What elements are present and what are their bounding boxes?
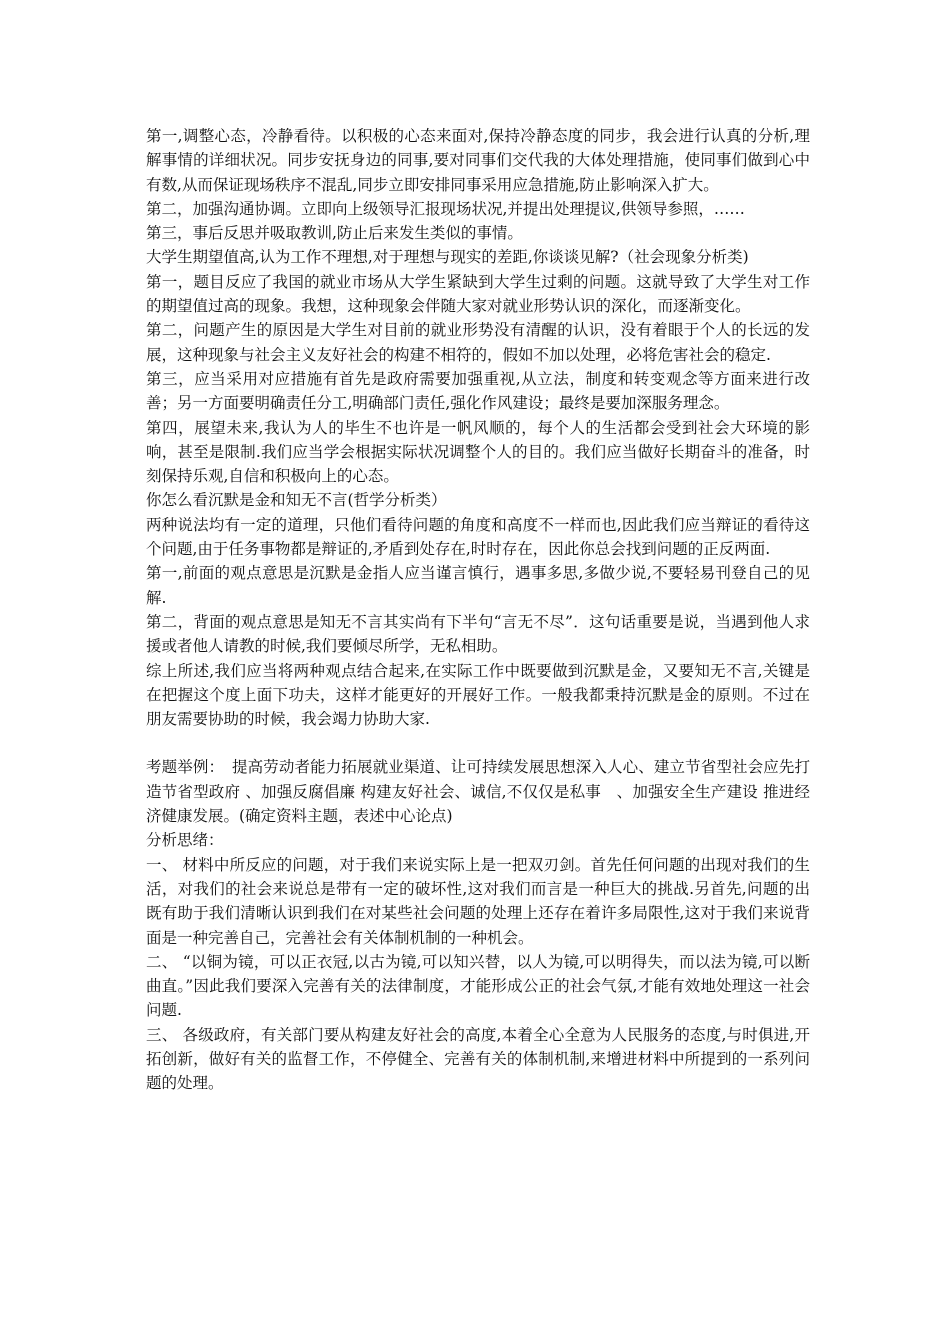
paragraph: 三、 各级政府，有关部门要从构建友好社会的高度,本着全心全意为人民服务的态度,与时俱进,开拓创新，做好有关的监督工作，不停健全、完善有关的体制机制,来增进材料中所提到的一系列问题的处理。 [146, 1025, 810, 1093]
section-gap [146, 731, 810, 755]
paragraph: 综上所述,我们应当将两种观点结合起来,在实际工作中既要做到沉默是金，又要知无不言,关键是在把握这个度上面下功夫，这样才能更好的开展好工作。一般我都秉持沉默是金的原则。不过在朋友需要协助的时候，我会竭力协助大家. [146, 661, 810, 729]
document-body [146, 124, 810, 1096]
question-heading: 你怎么看沉默是金和知无不言(哲学分析类） [146, 491, 447, 510]
paragraph: 第二，背面的观点意思是知无不言其实尚有下半句“言无不尽”．这句话重要是说，当遇到他人求援或者他人请教的时候,我们要倾尽所学，无私相助。 [146, 612, 810, 656]
example-paragraph: 考题举例： 提高劳动者能力拓展就业渠道、让可持续发展思想深入人心、建立节省型社会应先打造节省型政府 、加强反腐倡廉 构建友好社会、诚信,不仅仅是私事 、加强安全生产建设 推进经济健康发展。(确定资料主题，表述中心论点) [146, 758, 810, 826]
paragraph: 第二，问题产生的原因是大学生对目前的就业形势没有清醒的认识，没有着眼于个人的长远的发展，这种现象与社会主义友好社会的构建不相符的，假如不加以处理，必将危害社会的稳定. [146, 321, 810, 364]
paragraph: 第一,前面的观点意思是沉默是金指人应当谨言慎行，遇事多思,多做少说,不要轻易刊登自己的见解. [146, 564, 810, 607]
paragraph: 第三，应当采用对应措施有首先是政府需要加强重视,从立法，制度和转变观念等方面来进行改善；另一方面要明确责任分工,明确部门责任,强化作风建设；最终是要加深服务理念。 [146, 369, 810, 413]
paragraph: 第二，加强沟通协调。立即向上级领导汇报现场状况,并提出处理提议,供领导参照，…… [146, 199, 745, 218]
paragraph: 第三，事后反思并吸取教训,防止后来发生类似的事情。 [146, 224, 523, 243]
question-heading: 大学生期望值高,认为工作不理想,对于理想与现实的差距,你谈谈见解?（社会现象分析类) [146, 248, 749, 267]
paragraph: 一、 材料中所反应的问题，对于我们来说实际上是一把双刃剑。首先任何问题的出现对我们的生活，对我们的社会来说总是带有一定的破坏性,这对我们而言是一种巨大的挑战.另首先,问题的出既有助于我们清晰认识到我们在对某些社会问题的处理上还存在着许多局限性,这对于我们来说背面是一种完善自己，完善社会有关体制机制的一种机会。 [146, 855, 810, 947]
paragraph: 二、 “以铜为镜，可以正衣冠,以古为镜,可以知兴替，以人为镜,可以明得失，而以法为镜,可以断曲直。”因此我们要深入完善有关的法律制度，才能形成公正的社会气氛,才能有效地处理这一社会问题. [146, 952, 810, 1020]
paragraph: 第四，展望未来,我认为人的毕生不也许是一帆风顺的，每个人的生活都会受到社会大环境的影响，甚至是限制.我们应当学会根据实际状况调整个人的目的。我们应当做好长期奋斗的准备，时刻保持乐观,自信和积极向上的心态。 [146, 418, 810, 486]
paragraph: 第一,调整心态，冷静看待。以积极的心态来面对,保持冷静态度的同步，我会进行认真的分析,理解事情的详细状况。同步安抚身边的同事,要对同事们交代我的大体处理措施，使同事们做到心中有数,从而保证现场秩序不混乱,同步立即安排同事采用应急措施,防止影响深入扩大。 [146, 127, 810, 194]
analysis-heading: 分析思绪： [146, 831, 224, 850]
paragraph: 两种说法均有一定的道理，只他们看待问题的角度和高度不一样而也,因此我们应当辩证的看待这个问题,由于任务事物都是辩证的,矛盾到处存在,时时存在，因此你总会找到问题的正反两面. [146, 515, 810, 559]
paragraph: 第一，题目反应了我国的就业市场从大学生紧缺到大学生过剩的问题。这就导致了大学生对工作的期望值过高的现象。我想，这种现象会伴随大家对就业形势认识的深化，而逐渐变化。 [146, 272, 810, 316]
